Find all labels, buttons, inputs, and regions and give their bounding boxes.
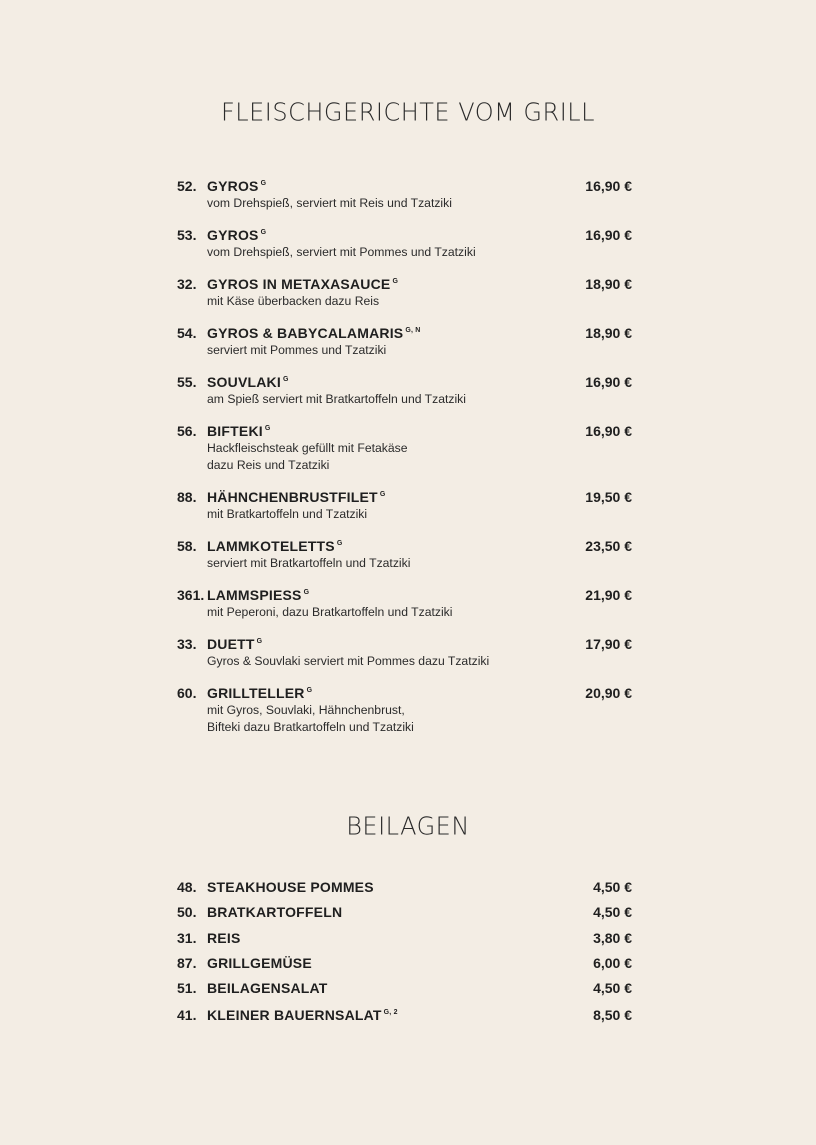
item-row [177, 978, 632, 998]
item-name-text: REIS [207, 929, 241, 946]
item-name [207, 928, 593, 948]
menu-item [177, 374, 632, 408]
item-name [207, 1003, 593, 1025]
item-name-text: SOUVLAKI [207, 374, 281, 390]
item-allergen-tags: G [392, 278, 399, 285]
item-name [207, 276, 585, 292]
item-name-text: BEILAGENSALAT [207, 980, 328, 997]
grill-menu-list [177, 178, 632, 751]
item-row [177, 877, 632, 897]
item-name [207, 538, 585, 554]
side-dish-item [177, 928, 632, 953]
item-number: 361. [177, 587, 205, 603]
item-price: 4,50 € [593, 980, 632, 997]
item-name [207, 227, 585, 243]
item-name [207, 978, 593, 998]
item-allergen-tags: G [303, 589, 310, 596]
item-name-text: DUETT [207, 636, 255, 652]
item-number: 54. [177, 325, 197, 341]
item-description: vom Drehspieß, serviert mit Reis und Tzatziki [207, 196, 452, 210]
item-description: Bifteki dazu Bratkartoffeln und Tzatziki [207, 720, 414, 734]
side-dish-item [177, 953, 632, 978]
item-name-text: GYROS IN METAXASAUCE [207, 276, 391, 292]
menu-item [177, 587, 632, 621]
item-row [177, 587, 632, 603]
item-name-text: STEAKHOUSE POMMES [207, 879, 374, 895]
item-name-text: BRATKARTOFFELN [207, 904, 343, 921]
item-price: 16,90 € [585, 178, 632, 194]
item-price: 16,90 € [585, 374, 632, 390]
item-number: 32. [177, 276, 197, 292]
menu-item [177, 685, 632, 736]
item-row [177, 178, 632, 194]
item-allergen-tags: G [260, 229, 267, 236]
item-price: 16,90 € [585, 423, 632, 439]
item-description: mit Bratkartoffeln und Tzatziki [207, 507, 368, 521]
item-allergen-tags: G, 2 [383, 1009, 398, 1017]
item-number: 55. [177, 374, 197, 390]
item-name [207, 685, 585, 701]
item-name-text: GRILLGEMÜSE [207, 954, 312, 971]
item-number: 51. [177, 980, 197, 997]
item-name-text: BIFTEKI [207, 423, 263, 439]
beilagen-menu-list [177, 877, 632, 1029]
menu-item [177, 423, 632, 474]
item-price: 4,50 € [593, 879, 632, 895]
item-description: mit Gyros, Souvlaki, Hähnchenbrust, [207, 703, 405, 717]
item-description: serviert mit Bratkartoffeln und Tzatziki [207, 556, 411, 570]
item-row [177, 902, 632, 922]
item-row [177, 538, 632, 554]
section-title-grill: FLEISCHGERICHTE VOM GRILL [220, 97, 596, 127]
item-description: serviert mit Pommes und Tzatziki [207, 343, 387, 357]
item-row [177, 276, 632, 292]
menu-item [177, 227, 632, 261]
item-number: 58. [177, 538, 197, 554]
item-description: mit Peperoni, dazu Bratkartoffeln und Tzatziki [207, 605, 453, 619]
item-number: 88. [177, 489, 197, 505]
item-allergen-tags: G [379, 491, 386, 498]
item-price: 21,90 € [585, 587, 632, 603]
item-number: 60. [177, 685, 197, 701]
item-name-text: KLEINER BAUERNSALAT [207, 1007, 382, 1024]
side-dish-item [177, 978, 632, 1003]
item-number: 56. [177, 423, 197, 439]
item-description: Hackfleischsteak gefüllt mit Fetakäse [207, 441, 408, 455]
menu-item [177, 489, 632, 523]
item-name [207, 325, 585, 341]
item-number: 41. [177, 1007, 197, 1024]
item-allergen-tags: G [260, 180, 267, 187]
section-title-beilagen: BEILAGEN [346, 811, 470, 841]
item-price: 18,90 € [585, 276, 632, 292]
item-allergen-tags: G [336, 540, 343, 547]
side-dish-item [177, 877, 632, 902]
item-price: 19,50 € [585, 489, 632, 505]
item-number: 87. [177, 954, 197, 971]
item-price: 18,90 € [585, 325, 632, 341]
item-name-text: LAMMKOTELETTS [207, 538, 335, 554]
item-number: 52. [177, 178, 197, 194]
side-dish-item [177, 1003, 632, 1028]
item-description: Gyros & Souvlaki serviert mit Pommes dazu Tzatziki [207, 654, 490, 668]
item-number: 53. [177, 227, 197, 243]
item-row [177, 374, 632, 390]
item-row [177, 953, 632, 973]
item-row [177, 325, 632, 341]
item-name-text: GYROS [207, 178, 259, 194]
item-name [207, 374, 585, 390]
item-number: 50. [177, 904, 197, 921]
item-price: 20,90 € [585, 685, 632, 701]
item-number: 31. [177, 929, 197, 946]
item-row [177, 423, 632, 439]
menu-item [177, 636, 632, 670]
item-name-text: GYROS [207, 227, 259, 243]
item-name-text: HÄHNCHENBRUSTFILET [207, 489, 378, 505]
menu-item [177, 538, 632, 572]
item-row [177, 1003, 632, 1025]
item-name [207, 902, 593, 922]
item-price: 6,00 € [593, 954, 632, 971]
item-name [207, 877, 593, 897]
item-description: dazu Reis und Tzatziki [207, 458, 330, 472]
item-number: 33. [177, 636, 197, 652]
item-price: 23,50 € [585, 538, 632, 554]
item-row [177, 227, 632, 243]
item-number: 48. [177, 879, 197, 895]
item-name [207, 489, 585, 505]
menu-item [177, 276, 632, 310]
item-name-text: GYROS & BABYCALAMARIS [207, 325, 404, 341]
item-row [177, 685, 632, 701]
side-dish-item [177, 902, 632, 927]
item-description: vom Drehspieß, serviert mit Pommes und Tzatziki [207, 245, 476, 259]
item-name [207, 636, 585, 652]
item-name [207, 178, 585, 194]
item-name-text: LAMMSPIESS [207, 587, 302, 603]
menu-item [177, 178, 632, 212]
item-name [207, 423, 585, 439]
item-name [207, 953, 593, 973]
item-name-text: GRILLTELLER [207, 685, 305, 701]
item-description: am Spieß serviert mit Bratkartoffeln und Tzatziki [207, 392, 466, 406]
item-allergen-tags: G, N [405, 327, 421, 334]
item-name [207, 587, 585, 603]
item-allergen-tags: G [306, 687, 313, 694]
menu-item [177, 325, 632, 359]
item-price: 16,90 € [585, 227, 632, 243]
item-description: mit Käse überbacken dazu Reis [207, 294, 380, 308]
item-price: 17,90 € [585, 636, 632, 652]
item-allergen-tags: G [282, 376, 289, 383]
item-row [177, 928, 632, 948]
item-price: 4,50 € [593, 904, 632, 921]
item-price: 3,80 € [593, 929, 632, 946]
item-row [177, 636, 632, 652]
item-price: 8,50 € [593, 1007, 632, 1024]
item-allergen-tags: G [256, 638, 263, 645]
item-row [177, 489, 632, 505]
item-allergen-tags: G [264, 425, 271, 432]
